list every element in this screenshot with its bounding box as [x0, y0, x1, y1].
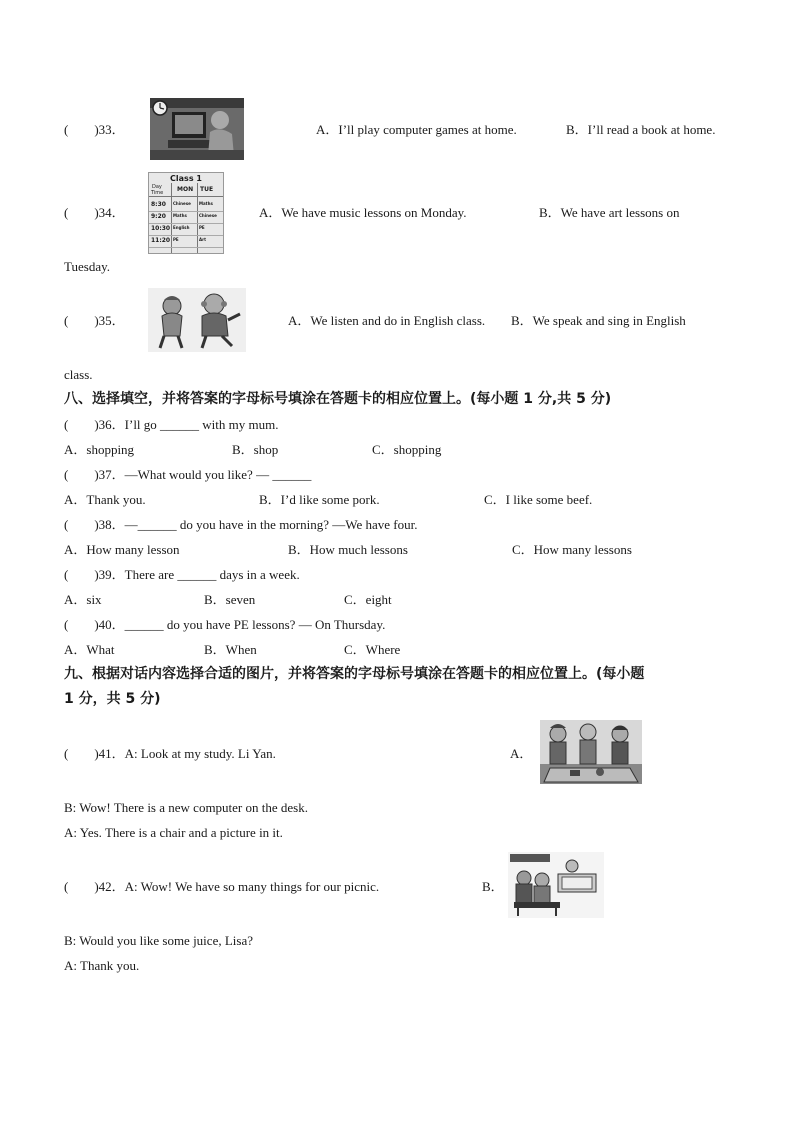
- timetable-time-cell: 11:20: [151, 237, 171, 244]
- q33-computer-picture: [150, 98, 244, 160]
- q39-stem: ( )39．There are ______ days in a week.: [64, 567, 300, 582]
- q34-number: ( )34．: [64, 205, 125, 220]
- q42-option-b-study-picture: [508, 852, 604, 918]
- q40-option-b: B．When: [204, 642, 257, 657]
- q39-option-a: A．six: [64, 592, 102, 607]
- timetable-tue-cell: Chinese: [199, 213, 217, 218]
- timetable-mon-label: MON: [177, 186, 194, 193]
- timetable-tue-cell: PE: [199, 225, 205, 230]
- q35-option-b-continuation: class.: [64, 367, 93, 382]
- timetable-time-cell: 9:20: [151, 213, 166, 220]
- q33-number: ( )33．: [64, 122, 125, 137]
- q40-option-a: A．What: [64, 642, 115, 657]
- q38-option-b: B．How much lessons: [288, 542, 408, 557]
- q38-option-c: C．How many lessons: [512, 542, 632, 557]
- q42-line3: A: Thank you.: [64, 958, 140, 973]
- timetable-title: Class 1: [170, 174, 202, 183]
- q35-option-b: B．We speak and sing in English: [511, 313, 686, 328]
- timetable-tue-cell: Maths: [199, 201, 213, 206]
- q40-option-c: C．Where: [344, 642, 401, 657]
- section8-heading: 八、选择填空，并将答案的字母标号填涂在答题卡的相应位置上。(每小题 1 分,共 5 分): [64, 391, 612, 407]
- q36-option-a: A．shopping: [64, 442, 135, 457]
- q34-option-b: B．We have art lessons on: [539, 205, 680, 220]
- q41-line3: A: Yes. There is a chair and a picture in it.: [64, 825, 283, 840]
- q33-option-a: A．I’ll play computer games at home.: [316, 122, 517, 137]
- q33-option-b: B．I’ll read a book at home.: [566, 122, 716, 137]
- q39-option-b: B．seven: [204, 592, 256, 607]
- q35-children-picture: [148, 288, 246, 352]
- timetable-day-label: Day: [152, 184, 162, 190]
- timetable-mon-cell: Chinese: [173, 201, 191, 206]
- timetable-time-cell: 8:30: [151, 201, 166, 208]
- q37-option-b: B．I’d like some pork.: [259, 492, 380, 507]
- section9-heading-line1: 九、根据对话内容选择合适的图片，并将答案的字母标号填涂在答题卡的相应位置上。(每小题: [64, 666, 645, 682]
- q42-line2: B: Would you like some juice, Lisa?: [64, 933, 253, 948]
- q40-stem: ( )40．______ do you have PE lessons? — On Thursday.: [64, 617, 386, 632]
- q41-stem: ( )41．A: Look at my study. Li Yan.: [64, 746, 276, 761]
- q35-option-a: A．We listen and do in English class.: [288, 313, 486, 328]
- timetable-tue-cell: Art: [199, 237, 206, 242]
- q35-number: ( )35．: [64, 313, 125, 328]
- q37-stem: ( )37．—What would you like? — ______: [64, 467, 312, 482]
- timetable-time-label: Time: [151, 190, 164, 196]
- section9-heading-line2: 1 分，共 5 分): [64, 691, 161, 707]
- timetable-time-cell: 10:30: [151, 225, 171, 232]
- q37-option-c: C．I like some beef.: [484, 492, 593, 507]
- q36-stem: ( )36．I’ll go ______ with my mum.: [64, 417, 279, 432]
- q34-timetable-picture: [148, 172, 224, 254]
- q38-option-a: A．How many lesson: [64, 542, 180, 557]
- q36-option-c: C．shopping: [372, 442, 442, 457]
- q41-option-label: A．: [510, 746, 533, 761]
- q42-option-label: B．: [482, 879, 504, 894]
- timetable-mon-cell: PE: [173, 237, 179, 242]
- timetable-mon-cell: Maths: [173, 213, 187, 218]
- q36-option-b: B．shop: [232, 442, 279, 457]
- timetable-mon-cell: English: [173, 225, 190, 230]
- q42-stem: ( )42．A: Wow! We have so many things for our picnic.: [64, 879, 380, 894]
- q41-option-a-picnic-picture: [540, 720, 642, 784]
- q38-stem: ( )38．—______ do you have in the morning? —We have four.: [64, 517, 418, 532]
- q41-line2: B: Wow! There is a new computer on the desk.: [64, 800, 308, 815]
- timetable-tue-label: TUE: [200, 186, 214, 193]
- q39-option-c: C．eight: [344, 592, 392, 607]
- q34-option-b-continuation: Tuesday.: [64, 259, 110, 274]
- q37-option-a: A．Thank you.: [64, 492, 146, 507]
- q34-option-a: A．We have music lessons on Monday.: [259, 205, 467, 220]
